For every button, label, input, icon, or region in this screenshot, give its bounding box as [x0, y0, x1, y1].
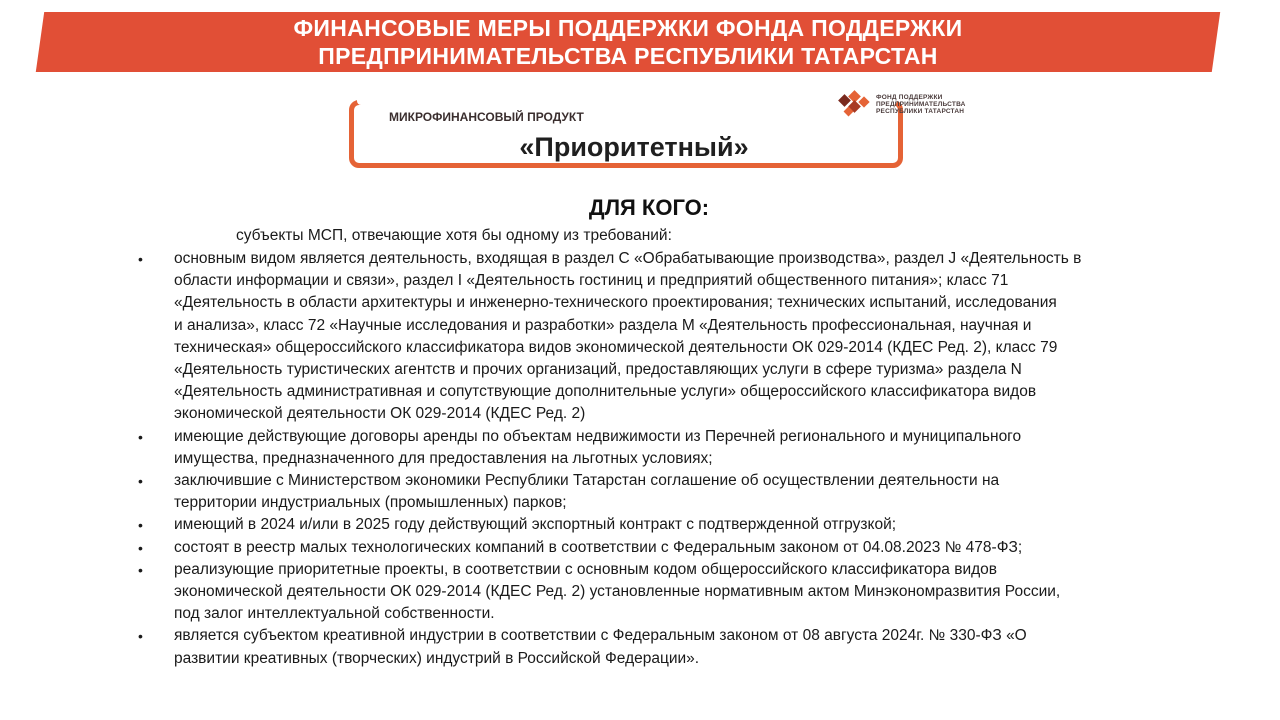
requirement-item	[136, 625, 1136, 669]
requirement-item	[136, 426, 1136, 470]
requirement-line: является субъектом креативной индустрии в соответствии с Федеральным законом от 08 августа 2024г. № 330-ФЗ «О	[174, 627, 1027, 645]
requirement-line: территории индустриальных (промышленных) парков;	[174, 494, 567, 512]
requirement-line: состоят в реестр малых технологических компаний в соответствии с Федеральным законом от 04.08.2023 № 478-ФЗ;	[174, 538, 1023, 556]
requirement-line: экономической деятельности ОК 029-2014 (КДЕС Ред. 2)	[174, 405, 586, 423]
requirement-line: основным видом является деятельность, входящая в раздел С «Обрабатывающие производства», раздел J «Деятельность в	[174, 250, 1082, 267]
bullet-icon: •	[138, 628, 143, 645]
requirement-line: реализующие приоритетные проекты, в соответствии с основным кодом общероссийского классификатора видов	[174, 560, 998, 578]
requirement-line: имеющий в 2024 и/или в 2025 году действующий экспортный контракт с подтвержденной отгрузкой;	[174, 516, 897, 534]
bullet-icon: •	[138, 539, 143, 556]
section-intro: субъекты МСП, отвечающие хотя бы одному из требований:	[236, 227, 672, 244]
fund-logo-icon	[838, 90, 874, 120]
requirement-item	[136, 537, 1136, 559]
logo-line: ФОНД ПОДДЕРЖКИ	[876, 94, 943, 101]
requirement-item	[136, 559, 1136, 626]
requirement-line: под залог интеллектуальной собственности.	[174, 605, 495, 623]
page-title-line-2: ПРЕДПРИНИМАТЕЛЬСТВА РЕСПУБЛИКИ ТАТАРСТАН	[318, 43, 938, 69]
requirement-line: «Деятельность туристических агентств и прочих организаций, предоставляющих услуги в сфере туризма» раздела N	[174, 361, 1022, 379]
bullet-icon: •	[138, 561, 143, 578]
requirement-item	[136, 248, 1136, 426]
requirement-line: области информации и связи», раздел I «Деятельность гостиниц и предприятий общественного питания»; класс 71	[174, 272, 1009, 290]
bullet-icon: •	[138, 473, 143, 490]
page-title	[40, 12, 1216, 72]
requirement-line: «Деятельность административная и сопутствующие дополнительные услуги» общероссийского классификатора видов	[174, 383, 1037, 401]
logo-line: ПРЕДПРИНИМАТЕЛЬСТВА	[876, 101, 966, 108]
section-heading: ДЛЯ КОГО:	[588, 195, 710, 220]
fund-logo-text	[876, 94, 966, 115]
requirement-line: развитии креативных (творческих) индустрий в Российской Федерации».	[174, 649, 700, 667]
logo-line: РЕСПУБЛИКИ ТАТАРСТАН	[876, 108, 965, 115]
bullet-icon: •	[138, 428, 143, 445]
requirement-line: техническая» общероссийского классификатора видов экономической деятельности ОК 029-2014 (КДЕС Ред. 2), класс 79	[174, 338, 1058, 356]
requirement-line: «Деятельность в области архитектуры и инженерно-технического проектирования; технических испытаний, исследования	[174, 294, 1057, 312]
requirements-list	[136, 248, 1136, 670]
page-title-line-1: ФИНАНСОВЫЕ МЕРЫ ПОДДЕРЖКИ ФОНДА ПОДДЕРЖКИ	[293, 15, 963, 41]
requirement-item	[136, 514, 1136, 536]
product-name: «Приоритетный»	[519, 132, 749, 162]
requirement-item	[136, 470, 1136, 514]
requirement-line: имущества, предназначенного для предоставления на льготных условиях;	[174, 449, 713, 467]
requirement-line: имеющие действующие договоры аренды по объектам недвижимости из Перечней регионального и муниципального	[174, 427, 1022, 445]
product-label: МИКРОФИНАНСОВЫЙ ПРОДУКТ	[389, 110, 584, 124]
requirement-line: экономической деятельности ОК 029-2014 (КДЕС Ред. 2) установленные нормативным актом Минэкономразвития России,	[174, 583, 1061, 601]
bullet-icon: •	[138, 517, 143, 534]
bullet-icon: •	[138, 251, 143, 267]
requirement-line: заключившие с Министерством экономики Республики Татарстан соглашение об осуществлении деятельности на	[174, 472, 1000, 490]
requirement-line: и анализа», класс 72 «Научные исследования и разработки» раздела М «Деятельность профессиональная, научная и	[174, 316, 1032, 334]
product-frame-gap	[357, 93, 897, 105]
